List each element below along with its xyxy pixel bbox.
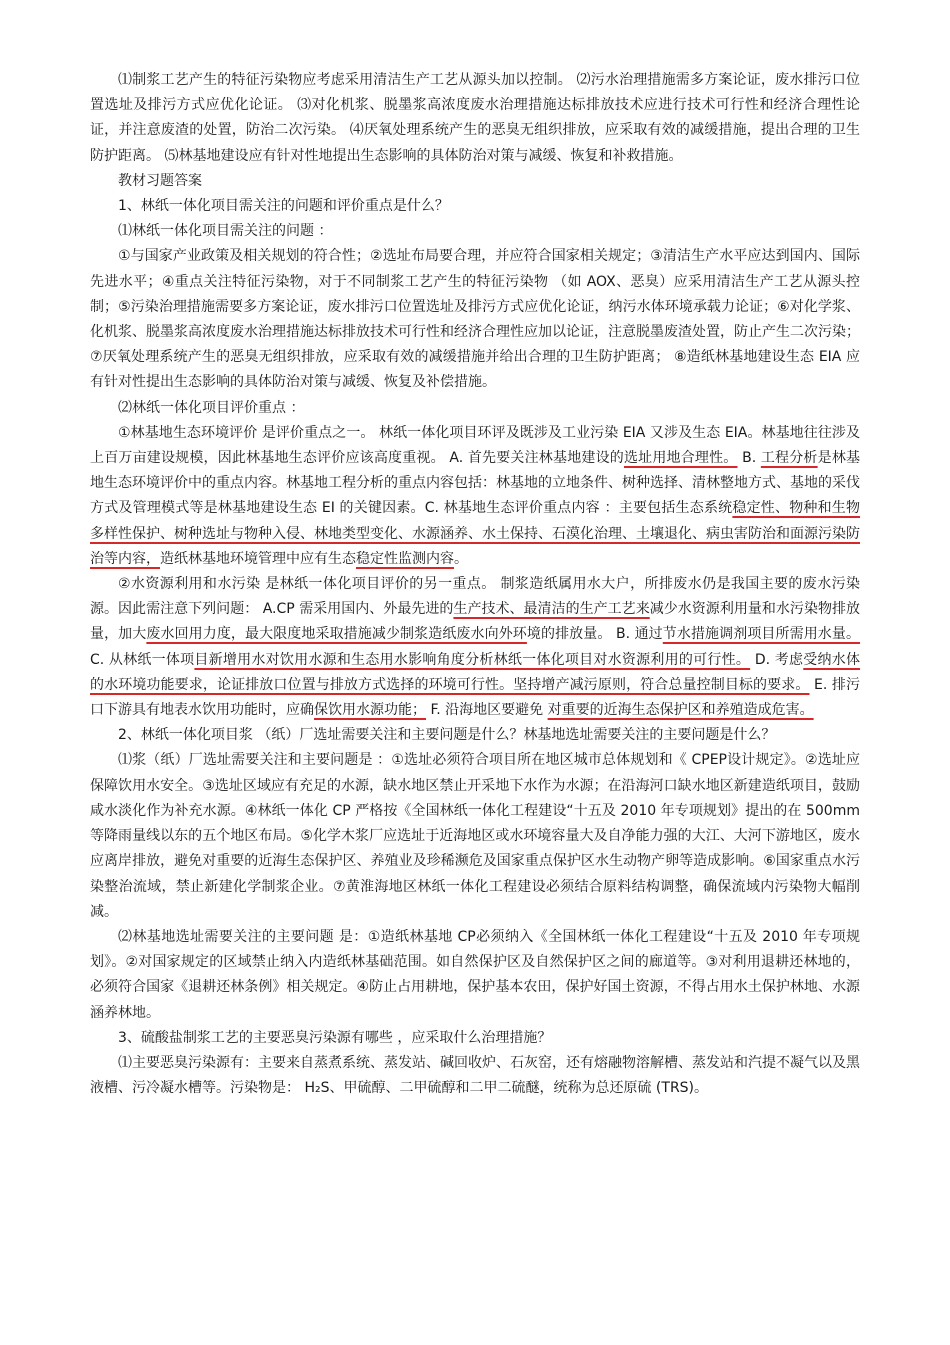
- text-segment: ⑵林基地选址需要关注的主要问题 是：①造纸林基地 CP必须纳入《全国林纸一体化工程建设“十五及 2010 年专项规划》。②对国家规定的区域禁止纳入内造纸林基础范围。如自然保护区及自然保护区之间的廊道等。③对利用退耕还林地的，必须符合国家《退耕还林条例》相关规定。④防止占用耕地，保护基本农田，保护好国土资源，不得占用水土保护林地、水源涵养林地。: [90, 928, 860, 1021]
- text-segment: 教材习题答案: [118, 172, 202, 189]
- paragraph: [90, 1026, 860, 1051]
- underlined-text: 工程分析: [760, 450, 818, 467]
- text-segment: 造纸林基地环境管理中应有生态: [160, 550, 356, 567]
- underlined-text: 保饮用水源功能；: [314, 702, 426, 719]
- text-segment: ⑴浆（纸）厂选址需要关注和主要问题是 ：①选址必须符合项目所在地区城市总体规划和《 CPEP设计规定》。②选址应保障饮用水安全。③选址区域应有充足的水源，缺水地区禁止开采地下水作为水源；在沿海河口缺水地区新建造纸项目，鼓励咸水淡化作为补充水源。④林纸一体化 CP 严格按《全国林纸一体化工程建设“十五及 2010 年专项规划》提出的在 500mm等降雨量线以东的五个地区布局。⑤化学木浆厂应选址于近海地区或水环境容量大及自净能力强的大江、大河下游地区，废水应离岸排放，避免对重要的近海生态保护区、养殖业及珍稀濒危及国家重点保护区水生动物产卵等造成影响。⑥国家重点水污染整治流域，禁止新建化学制浆企业。⑦黄淮海地区林纸一体化工程建设必须结合原料结构调整，确保流域内污染物大幅削减。: [90, 752, 860, 920]
- document-body: [90, 68, 860, 1101]
- text-segment: C. 从林纸一体项: [90, 651, 195, 668]
- text-segment: F. 沿海地区要避免: [426, 702, 548, 719]
- text-segment: ②水资源利用和水污染 是林纸一体化项目评价的另一重点。 制浆造纸属用水大户，所排废水仍是我国主要的废水污染源。因此需注意下列问题： A.CP 需采用国内、外最先进的: [90, 576, 860, 618]
- underlined-text: 节水措施调剂项目所需用水量。: [662, 626, 860, 643]
- text-segment: 。: [454, 550, 468, 567]
- paragraph: [90, 194, 860, 219]
- text-segment: ⑴林纸一体化项目需关注的问题 ：: [118, 223, 333, 240]
- paragraph: [90, 421, 860, 572]
- paragraph: [90, 572, 860, 723]
- paragraph: [90, 68, 860, 169]
- paragraph: [90, 748, 860, 924]
- text-segment: B.: [737, 450, 761, 467]
- paragraph: [90, 925, 860, 1026]
- text-segment: ⑵林纸一体化项目评价重点 ：: [118, 399, 305, 416]
- paragraph: [90, 1051, 860, 1101]
- text-segment: 1、林纸一体化项目需关注的问题和评价重点是什么？: [118, 198, 449, 215]
- paragraph: [90, 244, 860, 395]
- underlined-text: 废水回用力度，最大限度地采取措施减少制浆造纸废水向外环: [146, 626, 527, 643]
- text-segment: 境的排放量。 B. 通过: [526, 626, 663, 643]
- text-segment: ①林基地生态环境评价 是评价重点之一。 林纸一体化项目环评及既涉及工业污染 EIA 又涉及生态 EIA。林基地往往涉及上百万亩建设规模，因此林基地生态评价应该高度重视。 A. 首先要关注林基地建设的: [90, 424, 860, 467]
- underlined-text: 受纳水体的水环境功能要求，论证排放口位置与排放方式选择的环境可行性。坚持增产减污原则，符合总量控制目标的要求。: [90, 651, 860, 693]
- text-segment: 减少水资源利用量和水污染物排放量，加大: [90, 601, 861, 643]
- text-segment: D. 考虑: [750, 651, 804, 668]
- text-segment: 3、硫酸盐制浆工艺的主要恶臭污染源有哪些 ，应采取什么治理措施？: [118, 1029, 552, 1046]
- text-segment: ⑴制浆工艺产生的特征污染物应考虑采用清洁生产工艺从源头加以控制。 ⑵污水治理措施需多方案论证，废水排污口位置选址及排污方式应优化论证。 ⑶对化机浆、脱墨浆高浓度废水治理措施达标排放技术应进行技术可行性和经济合理性论证，并注意废渣的处置，防治二次污染。 ⑷厌氧处理系统产生的恶臭无组织排放，应采取有效的减缓措施，提出合理的卫生防护距离。 ⑸林基地建设应有针对性地提出生态影响的具体防治对策与减缓、恢复和补救措施。: [90, 72, 860, 164]
- underlined-text: 目新增用水对饮用水源和生态用水影响角度分析林纸一体化项目对水资源利用的可行性。: [194, 651, 751, 668]
- paragraph: [90, 723, 860, 748]
- underlined-text: 选址用地合理性。: [623, 450, 738, 467]
- text-segment: ⑴主要恶臭污染源有：主要来自蒸煮系统、蒸发站、碱回收炉、石灰窑，还有熔融物溶解槽、蒸发站和汽提不凝气以及黑液槽、污冷凝水槽等。污染物是： H₂S、甲硫醇、二甲硫醇和二甲二硫醚，统称为总还原硫 (TRS)。: [90, 1054, 860, 1097]
- underlined-text: 对重要的近海生态保护区和养殖造成危害。: [547, 702, 814, 719]
- underlined-text: 稳定性监测内容: [356, 550, 454, 567]
- paragraph: [90, 219, 860, 244]
- underlined-text: 稳定性、物种和生物多样性保护、树种选址与物种入侵、林地类型变化、水源涵养、水土保持、石漠化治理、土壤退化、病虫害防治和面源污染防治等内容，: [90, 500, 861, 567]
- underlined-text: 生产技术、最清洁的生产工艺来: [453, 601, 650, 618]
- text-segment: ①与国家产业政策及相关规划的符合性；②选址布局要合理，并应符合国家相关规定；③清洁生产水平应达到国内、国际先进水平；④重点关注特征污染物，对于不同制浆工艺产生的特征污染物 （如 AOX、恶臭）应采用清洁生产工艺从源头控制；⑤污染治理措施需要多方案论证，废水排污口位置选址及排污方式应优化论证，纳污水体环境承载力论证；⑥对化学浆、化机浆、脱墨浆高浓度废水治理措施达标排放技术可行性和经济合理性应加以论证，注意脱墨废渣处置，防止产生二次污染；⑦厌氧处理系统产生的恶臭无组织排放，应采取有效的减缓措施并给出合理的卫生防护距离； ⑧造纸林基地建设生态 EIA 应有针对性提出生态影响的具体防治对策与减缓、恢复及补偿措施。: [90, 248, 860, 391]
- paragraph: [90, 169, 860, 194]
- text-segment: 2、林纸一体化项目浆 （纸）厂选址需要关注和主要问题是什么？林基地选址需要关注的主要问题是什么？: [118, 727, 776, 744]
- text-segment: E. 排污口下游具有地表水饮用功能时，应确: [90, 676, 861, 719]
- text-segment: 是林基地生态环境评价中的重点内容。林基地工程分析的重点内容包括：林基地的立地条件、树种选择、清林整地方式、基地的采伐方式及管理模式等是林基地建设生态 EI 的关键因素。C. 林基地生态评价重点内容 ：主要包括生态系统: [90, 450, 861, 517]
- paragraph: [90, 396, 860, 421]
